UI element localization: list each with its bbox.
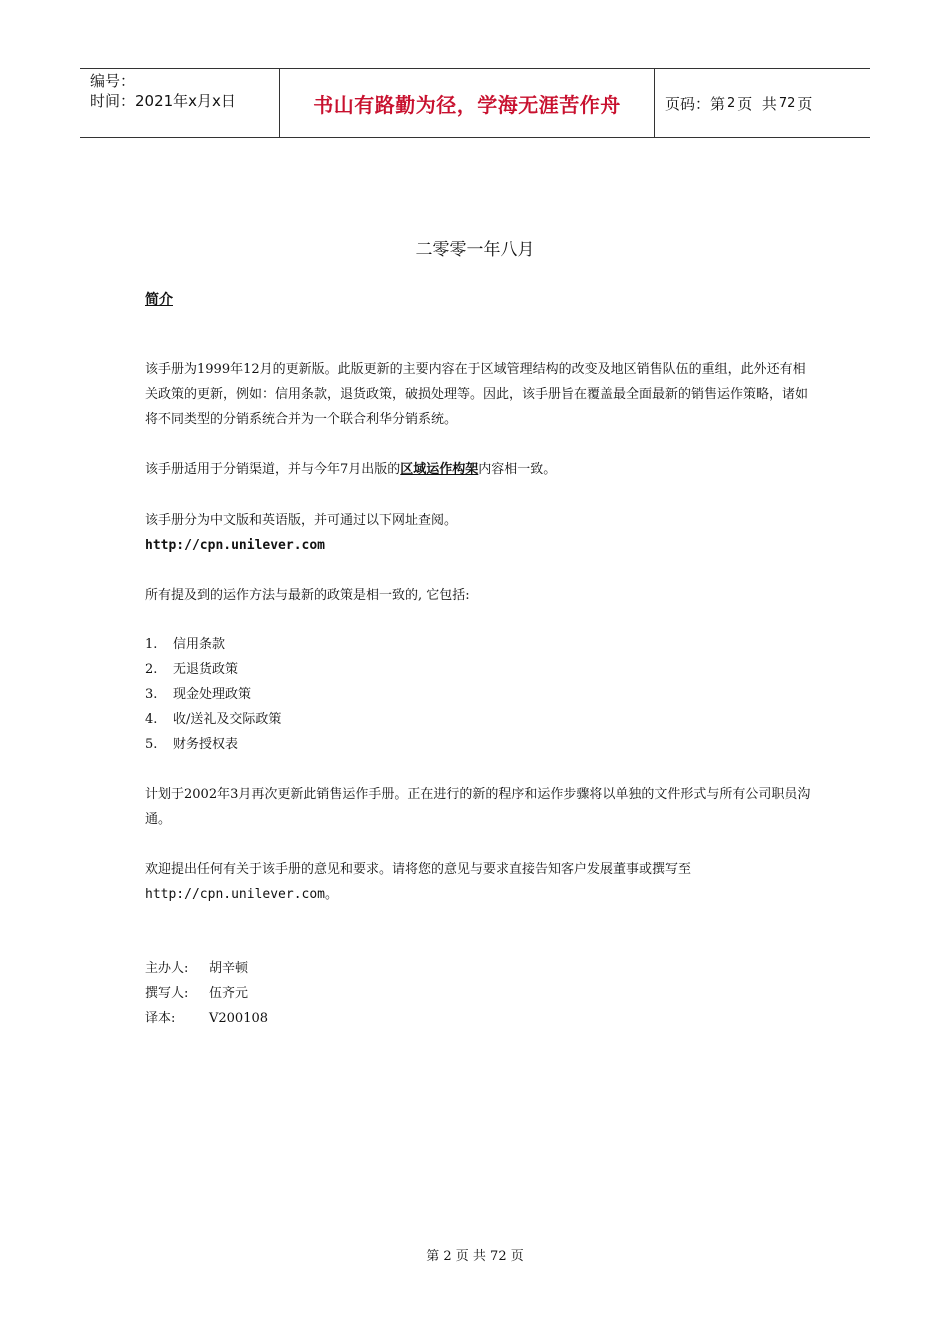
page-footer: 第 2 页 共 72 页 bbox=[426, 1249, 524, 1264]
list-item: 3. 现金处理政策 bbox=[145, 687, 252, 702]
header-number-label: 编号： bbox=[90, 72, 136, 90]
paragraph-2-text-after: 内容相一致。 bbox=[478, 462, 557, 477]
header-page-total: 72 bbox=[778, 95, 796, 111]
header-page-end: 页 bbox=[797, 94, 813, 113]
intro-paragraph-5: 计划于2002年3月再次更新此销售运作手册。正在进行的新的程序和运作步骤将以单独的文件形式与所有公司职员沟通。 bbox=[145, 787, 811, 827]
website-url[interactable]: http://cpn.unilever.com bbox=[145, 538, 326, 553]
policy-list bbox=[145, 632, 281, 757]
paragraph-2-text-before: 该手册适用于分销渠道，并与今年7月出版的 bbox=[145, 462, 401, 477]
credit-author: 撰写人: 伍齐元 bbox=[145, 986, 249, 1001]
intro-paragraph-6 bbox=[145, 857, 815, 907]
date-line: 二零零一年八月 bbox=[415, 240, 535, 260]
credit-sponsor: 主办人: 胡辛顿 bbox=[145, 961, 249, 976]
intro-paragraph-1: 该手册为1999年12月的更新版。此版更新的主要内容在于区域管理结构的改变及地区销售队伍的重组，此外还有相关政策的更新，例如：信用条款，退货政策，破损处理等。因此，该手册旨在覆盖最全面最新的销售运作策略，诸如将不同类型的分销系统合并为一个联合利华分销系统。 bbox=[145, 362, 809, 427]
intro-paragraph-4: 所有提及到的运作方法与最新的政策是相一致的, 它包括: bbox=[145, 588, 470, 603]
credits-block bbox=[145, 956, 268, 1031]
list-item: 5. 财务授权表 bbox=[145, 737, 239, 752]
list-item: 1. 信用条款 bbox=[145, 637, 226, 652]
paragraph-3-text: 该手册分为中文版和英语版，并可通过以下网址查阅。 bbox=[145, 513, 458, 528]
list-item: 2. 无退货政策 bbox=[145, 662, 239, 677]
header-table bbox=[80, 68, 870, 138]
paragraph-6-text: 欢迎提出任何有关于该手册的意见和要求。请将您的意见与要求直接告知客户发展董事或撰写至 bbox=[145, 862, 692, 877]
intro-paragraph-2 bbox=[145, 457, 815, 482]
header-page-number: 2 bbox=[727, 95, 736, 111]
header-time-label: 时间：2021年x月x日 bbox=[90, 92, 236, 110]
intro-paragraph-3 bbox=[145, 508, 815, 558]
header-left-cell bbox=[80, 69, 280, 137]
header-page-info bbox=[655, 69, 870, 137]
list-item: 4. 收/送礼及交际政策 bbox=[145, 712, 282, 727]
section-title: 简介 bbox=[145, 292, 173, 308]
credit-version: 译本: V200108 bbox=[145, 1011, 269, 1026]
regional-framework-link[interactable]: 区域运作构架 bbox=[400, 462, 479, 477]
header-page-label: 页码：第 bbox=[665, 94, 726, 113]
contact-url[interactable]: http://cpn.unilever.com。 bbox=[145, 887, 339, 902]
header-motto: 书山有路勤为径，学海无涯苦作舟 bbox=[280, 69, 655, 137]
header-page-mid: 页 共 bbox=[737, 94, 777, 113]
